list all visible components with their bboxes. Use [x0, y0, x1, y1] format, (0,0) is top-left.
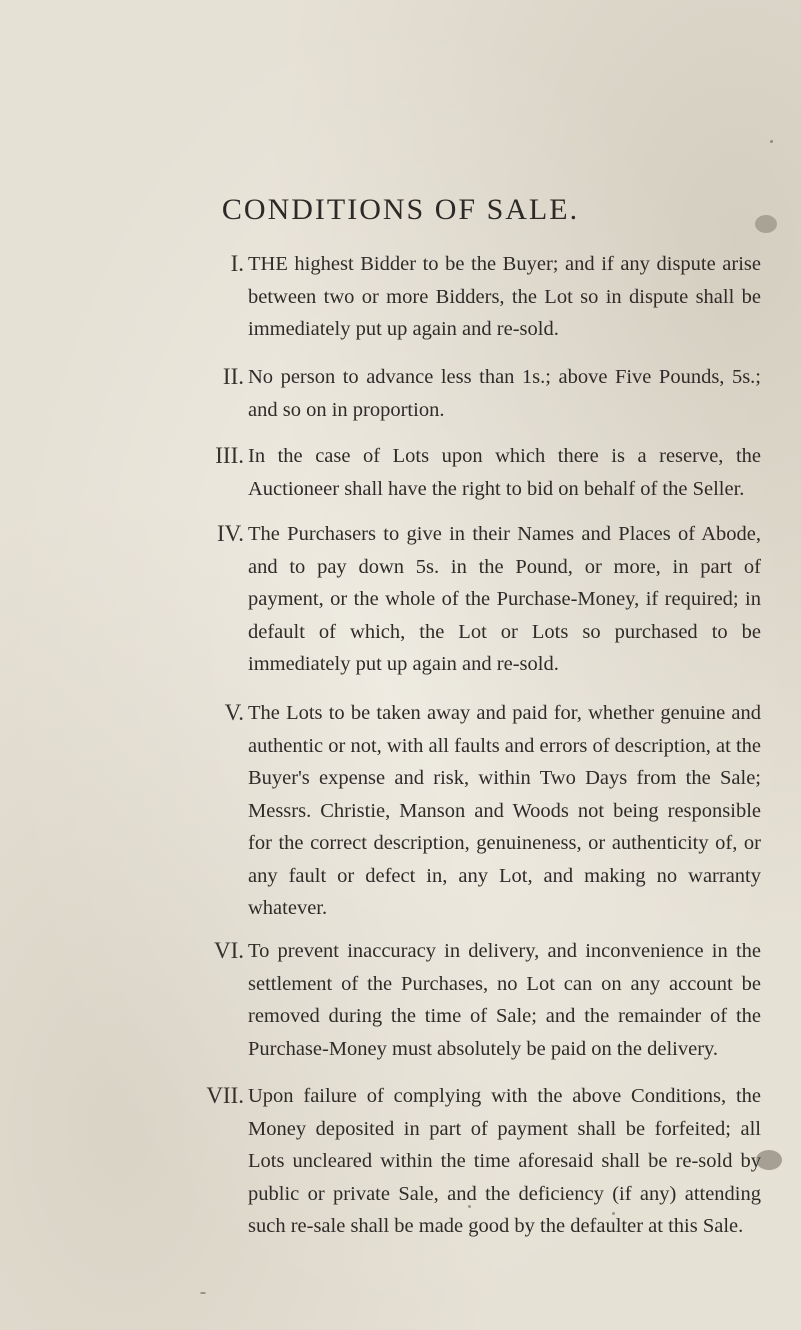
- condition-text: [248, 248, 761, 346]
- condition-numeral: VI.: [213, 938, 244, 963]
- condition-numeral: VII.: [206, 1083, 244, 1108]
- paper-speck: [468, 1205, 471, 1208]
- paper-stain: [756, 1150, 782, 1170]
- condition-text-content: To prevent inaccuracy in delivery, and inconvenience in the settlement of the Purchases, no Lot can on any account be removed during the time of Sale; and the remainder of the Purchase-Money must absolutely be paid on the delivery.: [248, 940, 761, 1060]
- condition-text-content: Upon failure of complying with the above Conditions, the Money deposited in part of payment shall be forfeited; all Lots uncleared within the time aforesaid shall be re-sold by public or private Sale, and the deficiency (if any) attending such re-sale shall be made good by the defaulter at this Sale.: [248, 1085, 761, 1237]
- condition-numeral: III.: [215, 443, 244, 468]
- condition-text: [248, 440, 761, 505]
- condition-text-content: No person to advance less than 1s.; above Five Pounds, 5s.; and so on in proportion.: [248, 366, 761, 421]
- condition-numeral: I.: [230, 251, 244, 276]
- condition-numeral: II.: [222, 364, 244, 389]
- condition-text-content: The Lots to be taken away and paid for, whether genuine and authentic or not, with all faults and errors of description, at the Buyer's expense and risk, within Two Days from the Sale; Messrs. Christie, Manson and Woods not being responsible for the correct description, genuineness, or authenticity of, or any fault or defect in, any Lot, and making no warranty whatever.: [248, 702, 761, 919]
- condition-text-content: THE highest Bidder to be the Buyer; and if any dispute arise between two or more Bidders, the Lot so in dispute shall be immediately put up again and re-sold.: [248, 253, 761, 340]
- condition-text: [248, 935, 761, 1065]
- condition-text: [248, 697, 761, 925]
- page-title: CONDITIONS OF SALE.: [221, 193, 580, 226]
- condition-numeral: V.: [224, 700, 244, 725]
- paper-speck: [612, 1212, 615, 1215]
- condition-text-content: The Purchasers to give in their Names and Places of Abode, and to pay down 5s. in the Pound, or more, in part of payment, or the whole of the Purchase-Money, if required; in default of which, the Lot or Lots so purchased to be immediately put up again and re-sold.: [248, 523, 761, 675]
- condition-text: [248, 518, 761, 681]
- paper-speck: [770, 140, 773, 143]
- condition-numeral: IV.: [216, 521, 244, 546]
- condition-text: [248, 361, 761, 426]
- paper-stain: [755, 215, 777, 233]
- condition-text: [248, 1080, 761, 1243]
- condition-text-content: In the case of Lots upon which there is a reserve, the Auctioneer shall have the right to bid on behalf of the Seller.: [248, 445, 761, 500]
- paper-speck: [200, 1292, 206, 1294]
